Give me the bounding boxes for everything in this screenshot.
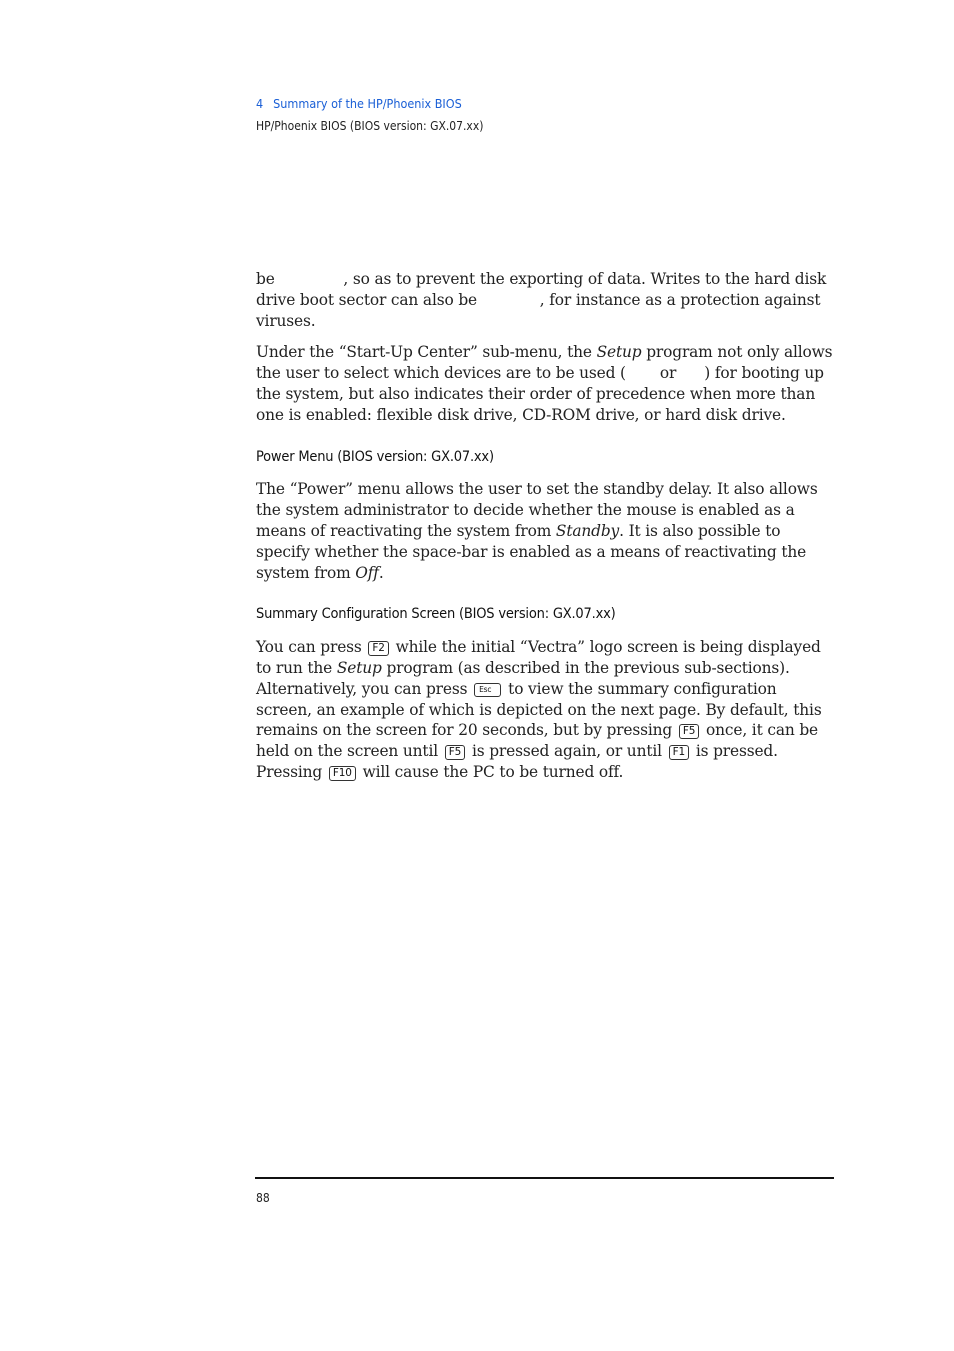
text-run: , so as to prevent the exporting of data. Writes to the hard disk drive boot sector can also be: [256, 270, 827, 309]
text-run: while the initial “Vectra” logo screen is being displayed to run the: [256, 638, 821, 677]
emphasis-off: Off: [355, 563, 379, 582]
key-f2: F2: [368, 641, 388, 656]
key-esc: Esc: [474, 683, 501, 697]
emphasis-standby: Standby: [555, 521, 620, 540]
text-run: is pressed again, or until: [471, 742, 662, 761]
key-f10: F10: [329, 766, 356, 781]
footer-rule: [255, 1177, 834, 1179]
heading-summary-config: Summary Configuration Screen (BIOS version: GX.07.xx): [256, 606, 616, 623]
text-run: will cause the PC to be turned off.: [362, 762, 624, 781]
text-run: . It is also possible to specify whether the space-bar is enabled as a means of reactivating the system from: [256, 521, 807, 582]
page-number: 88: [256, 1191, 270, 1205]
paragraph-summary-config: [256, 637, 834, 783]
chapter-number: 4: [256, 96, 264, 111]
paragraph-power-menu: [256, 479, 834, 583]
text-run: program not only allows the user to select which devices are to be used (: [256, 343, 833, 383]
text-run: Under the “Start-Up Center” sub-menu, the: [256, 343, 592, 362]
key-f5: F5: [445, 745, 465, 760]
paragraph-startup-center: [256, 342, 834, 425]
text-run: to view the summary configuration screen, an example of which is depicted on the next page. By default, this remains on the screen for 20 seconds, but by pressing: [256, 679, 822, 740]
key-f1: F1: [669, 745, 689, 760]
text-run: , for instance as a protection against viruses.: [256, 290, 821, 330]
text-run: is pressed. Pressing: [256, 742, 778, 781]
running-header: [256, 96, 483, 134]
emphasis-setup: Setup: [596, 343, 642, 362]
text-run: program (as described in the previous sub-sections). Alternatively, you can press: [256, 658, 790, 698]
text-run: or: [659, 364, 677, 383]
heading-power-menu: Power Menu (BIOS version: GX.07.xx): [256, 448, 494, 465]
text-run: The “Power” menu allows the user to set the standby delay. It also allows the system administrator to decide whether the mouse is enabled as a means of reactivating the system from: [256, 480, 818, 540]
body-text: [256, 269, 834, 794]
key-f5: F5: [679, 724, 699, 739]
text-run: ) for booting up the system, but also indicates their order of precedence when more than one is enabled: flexible disk drive, CD-ROM drive, or hard disk drive.: [256, 364, 824, 424]
emphasis-setup: Setup: [336, 658, 382, 677]
section-title: HP/Phoenix BIOS (BIOS version: GX.07.xx): [256, 119, 484, 133]
text-run: be: [256, 270, 275, 288]
chapter-heading: [256, 96, 483, 112]
text-run: once, it can be held on the screen until: [256, 721, 819, 761]
text-run: .: [378, 563, 384, 582]
paragraph-disk-protection: [256, 269, 834, 331]
chapter-title: Summary of the HP/Phoenix BIOS: [273, 96, 462, 111]
text-run: You can press: [256, 638, 362, 657]
